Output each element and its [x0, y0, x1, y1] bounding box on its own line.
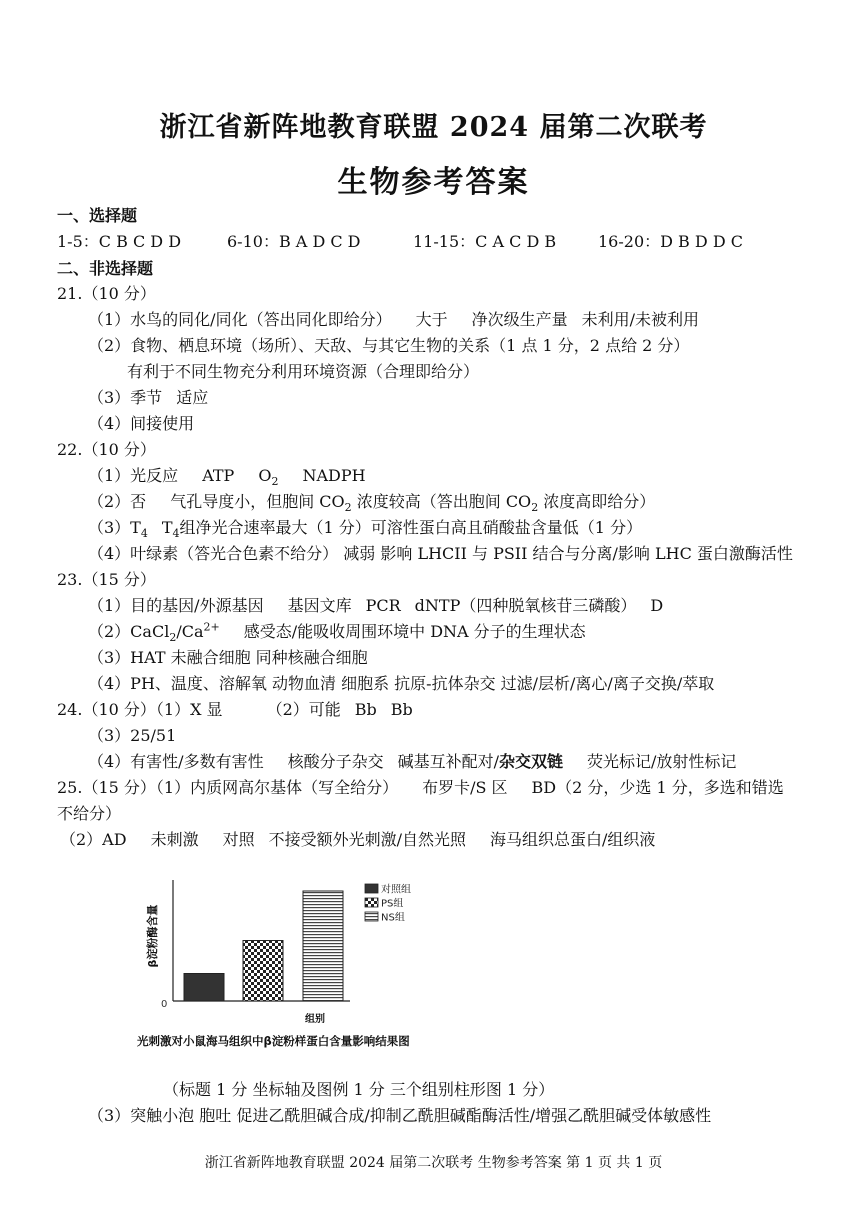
bar-chart: [125, 868, 465, 1053]
q24-line1: （3）25/51: [88, 726, 177, 745]
answer-text: PCR: [365, 596, 401, 615]
answer-text: （2）AD: [60, 830, 127, 849]
legend-swatch: [365, 884, 378, 893]
legend-swatch: [365, 898, 378, 907]
q22-heading: 22.（10 分）: [57, 440, 156, 459]
answer-text: 核酸分子杂交: [287, 752, 384, 771]
answer-text: O: [258, 466, 272, 485]
mcq-answer: D B D D C: [660, 232, 743, 251]
q23-heading: 23.（15 分）: [57, 570, 156, 589]
section-heading-nonmcq: 二、非选择题: [57, 259, 154, 278]
q22-line2: [88, 489, 655, 514]
q25-scoring-note: （标题 1 分 坐标轴及图例 1 分 三个组别柱形图 1 分）: [163, 1080, 555, 1099]
q23-line2: [88, 619, 586, 644]
mcq-answer: C B C D D: [98, 232, 182, 251]
subscript: 2: [169, 631, 177, 645]
q21-line2: （2）食物、栖息环境（场所）、天敌、与其它生物的关系（1 点 1 分，2 点给 2 分）: [88, 336, 690, 355]
page-subtitle: 生物参考答案: [337, 165, 530, 200]
chart-title: 光刺激对小鼠海马组织中β淀粉样蛋白含量影响结果图: [137, 1034, 410, 1048]
mcq-range: 1-5：: [57, 232, 99, 251]
legend-label: PS组: [381, 898, 404, 910]
answer-text: 基因文库: [287, 596, 352, 615]
q22-line1: [88, 463, 366, 488]
q24-line2: [88, 749, 736, 772]
legend-label: 对照组: [381, 884, 411, 896]
q23-line3: （3）HAT 未融合细胞 同种核融合细胞: [88, 648, 368, 667]
mcq-range: 16-20：: [598, 232, 661, 251]
subscript: 4: [172, 527, 180, 541]
answer-text: 布罗卡/S 区: [422, 778, 508, 797]
chart-bar: [184, 974, 224, 1002]
answer-text-bold: 杂交双链: [499, 752, 564, 771]
answer-text: （3）T: [88, 518, 141, 537]
q21-line1: [88, 307, 699, 330]
answer-text: dNTP（四种脱氧核苷三磷酸）: [414, 596, 637, 615]
answer-text: （3）季节: [88, 388, 163, 407]
q21-line3: 有利于不同生物充分利用环境资源（合理即给分）: [127, 362, 480, 381]
q22-line4: （4）叶绿素（答光合色素不给分） 减弱 影响 LHCII 与 PSII 结合与分离/影响 LHC 蛋白激酶活性: [88, 544, 793, 563]
answer-text: 浓度较高（答出胞间 CO: [351, 492, 532, 511]
answer-text: 25.（15 分）（1）内质网高尔基体（写全给分）: [57, 778, 399, 797]
legend-swatch: [365, 912, 378, 921]
answer-text: Bb: [354, 700, 377, 719]
answer-text: 组净光合速率最大（1 分）可溶性蛋白高且硝酸盐含量低（1 分）: [179, 518, 643, 537]
answer-text: Bb: [390, 700, 413, 719]
chart-bar: [243, 941, 283, 1002]
q24-heading: [57, 697, 413, 720]
mcq-answer: B A D C D: [278, 232, 361, 251]
answer-text: ATP: [202, 466, 235, 485]
answer-text: D: [650, 596, 664, 615]
subscript: 2: [344, 501, 352, 515]
superscript: 2+: [203, 620, 220, 634]
chart-bar: [303, 891, 343, 1001]
chart-origin-label: 0: [161, 999, 168, 1010]
q23-line1: [88, 593, 663, 616]
q22-line3: [88, 515, 642, 540]
answer-text: T: [161, 518, 173, 537]
subscript: 2: [531, 501, 539, 515]
answer-text: BD（2 分，少选 1 分，多选和错选: [531, 778, 784, 797]
answer-text: 对照: [222, 830, 255, 849]
q25-line3: （3）突触小泡 胞吐 促进乙酰胆碱合成/抑制乙酰胆碱酯酶活性/增强乙酰胆碱受体敏感性: [88, 1106, 712, 1125]
mcq-range: 11-15：: [413, 232, 476, 251]
answer-text: 气孔导度小，但胞间 CO: [170, 492, 345, 511]
answer-text: （1）目的基因/外源基因: [88, 596, 264, 615]
answer-text: 24.（10 分）（1）X 显: [57, 700, 223, 719]
answer-text: （2）CaCl: [88, 622, 170, 641]
q21-line5: （4）间接使用: [88, 414, 195, 433]
page-title: 浙江省新阵地教育联盟 2024 届第二次联考: [159, 112, 708, 143]
answer-text: （1）光反应: [88, 466, 179, 485]
q25-line2: [60, 827, 655, 850]
answer-text: 海马组织总蛋白/组织液: [490, 830, 656, 849]
q25-heading: [57, 775, 784, 798]
answer-text: （1）水鸟的同化/同化（答出同化即给分）: [88, 310, 392, 329]
answer-text: 适应: [176, 388, 209, 407]
chart-y-axis-label: β淀粉酶含量: [146, 904, 159, 968]
answer-text: 感受态/能吸收周围环境中 DNA 分子的生理状态: [243, 622, 586, 641]
section-heading-mcq: 一、选择题: [57, 206, 138, 225]
q21-line4: [88, 385, 208, 408]
answer-text: 碱基互补配对/: [397, 752, 499, 771]
answer-text: 未刺激: [150, 830, 199, 849]
answer-text: 未利用/未被利用: [581, 310, 700, 329]
q25-heading-cont: 不给分）: [57, 804, 122, 823]
mcq-range: 6-10：: [227, 232, 279, 251]
q21-heading: 21.（10 分）: [57, 284, 156, 303]
chart-x-axis-label: 组别: [305, 1014, 325, 1025]
answer-text: 大于: [415, 310, 448, 329]
answer-text: （2）可能: [266, 700, 341, 719]
subscript: 4: [140, 527, 148, 541]
legend-label: NS组: [381, 912, 405, 924]
page-footer: 浙江省新阵地教育联盟 2024 届第二次联考 生物参考答案 第 1 页 共 1 页: [204, 1155, 663, 1171]
answer-text: 浓度高即给分）: [538, 492, 656, 511]
mcq-answer: C A C D B: [475, 232, 557, 251]
answer-text: 不接受额外光刺激/自然光照: [268, 830, 467, 849]
mcq-answers: [57, 229, 743, 252]
answer-text: 净次级生产量: [471, 310, 568, 329]
answer-text: （2）否: [88, 492, 147, 511]
q23-line4: （4）PH、温度、溶解氧 动物血清 细胞系 抗原-抗体杂交 过滤/层析/离心/离子交换/萃取: [88, 674, 715, 693]
subscript: 2: [271, 475, 279, 489]
answer-text: （4）有害性/多数有害性: [88, 752, 264, 771]
answer-text: NADPH: [302, 466, 366, 485]
answer-text: 荧光标记/放射性标记: [587, 752, 737, 771]
answer-text: /Ca: [176, 622, 204, 641]
